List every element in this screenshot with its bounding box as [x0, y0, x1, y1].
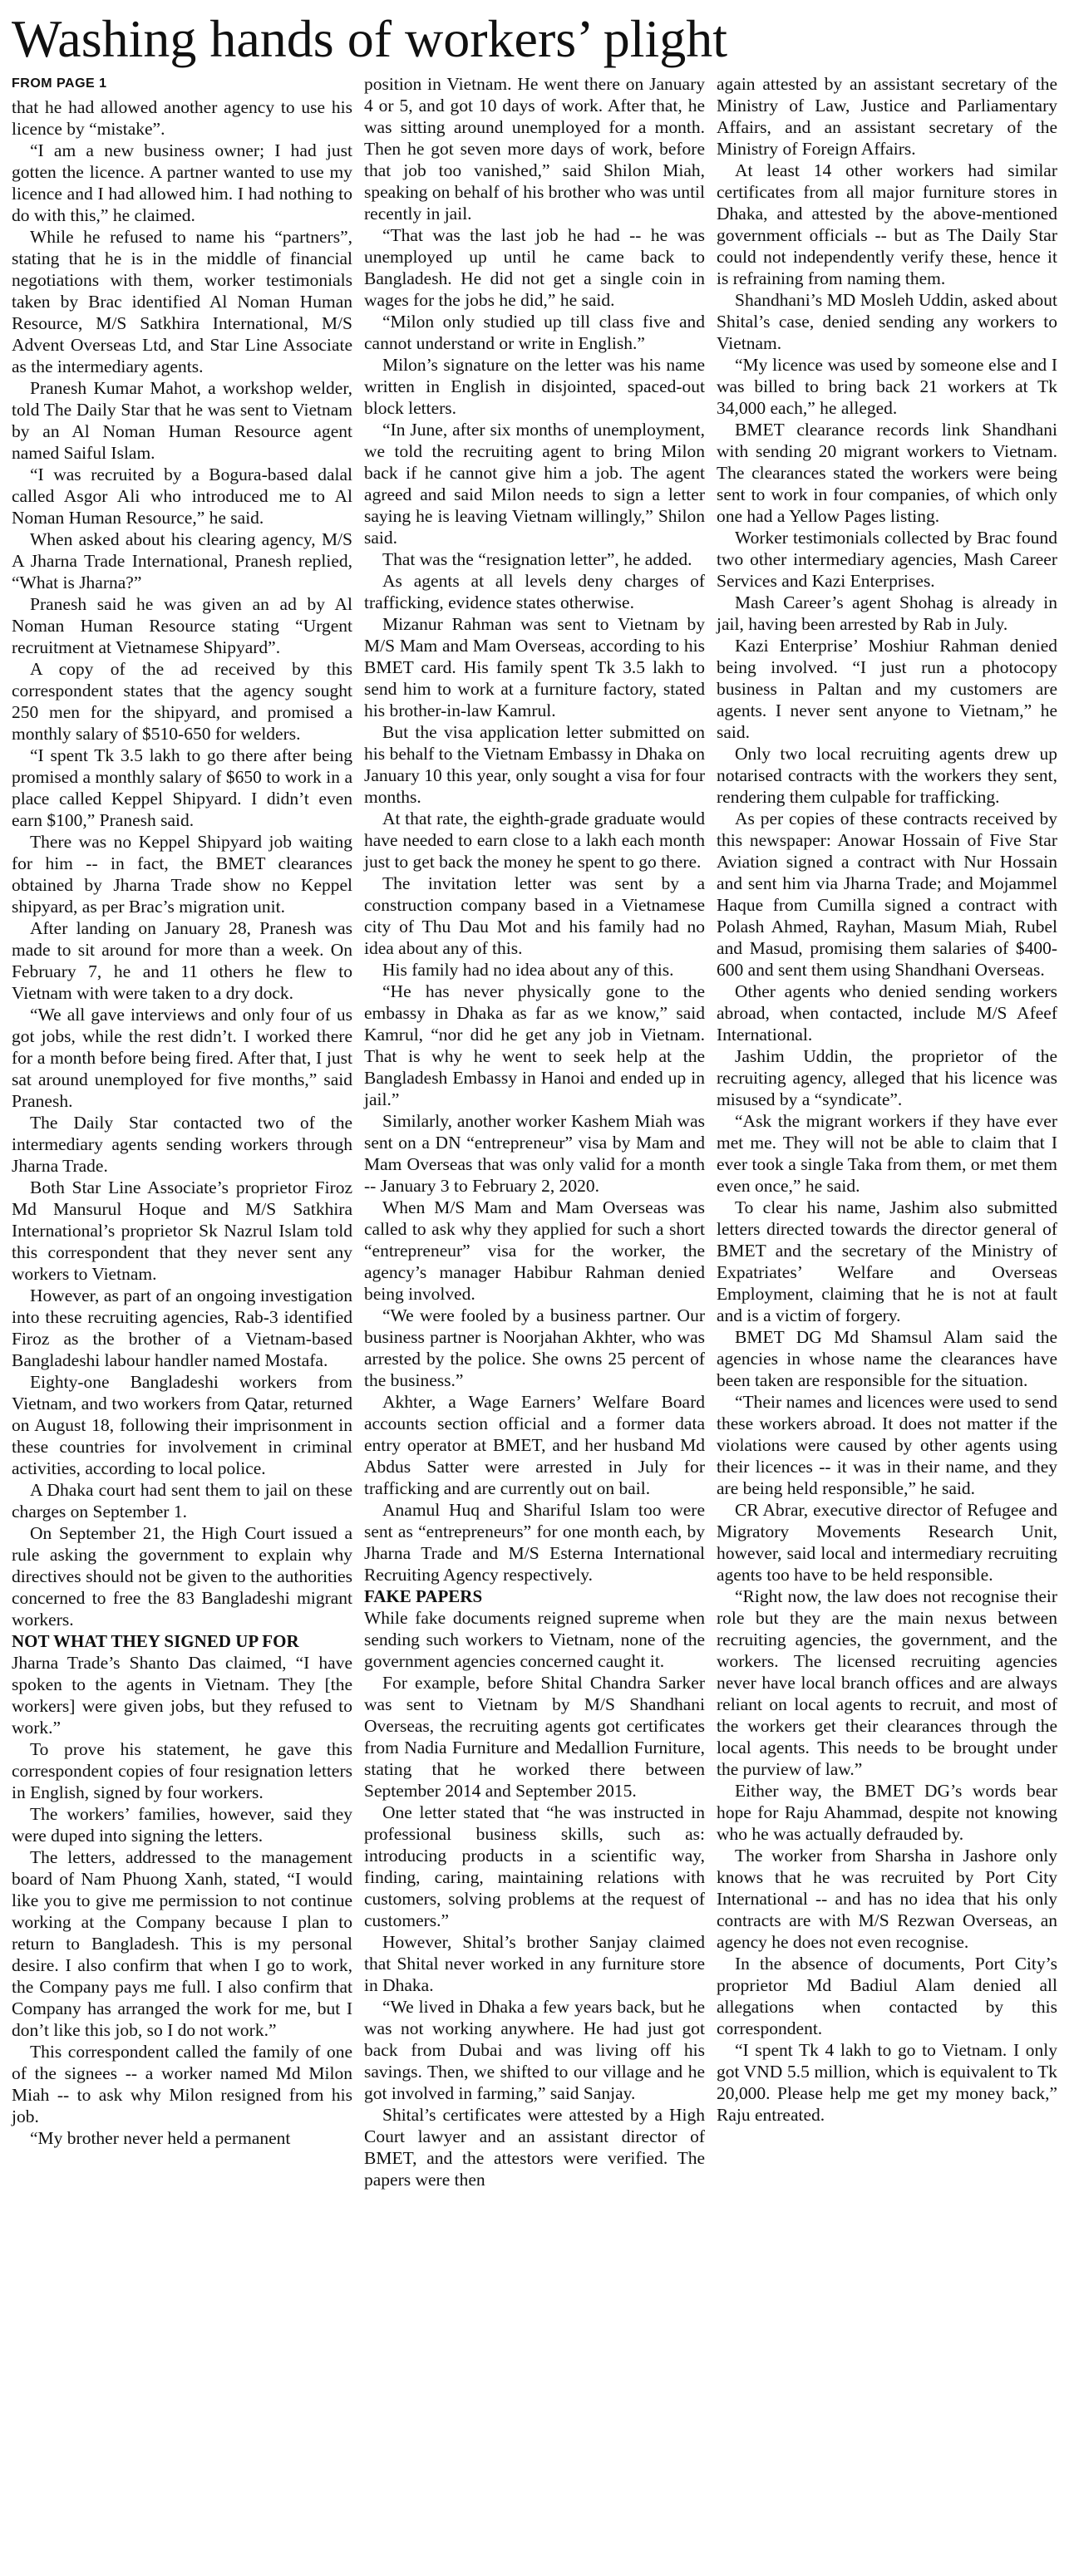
paragraph: However, as part of an ongoing investigation into these recruiting agencies, Rab-3 identified Firoz as the brother of a Vietnam-based Bangladeshi labour handler named Mostafa.: [12, 1286, 352, 1370]
paragraph: Other agents who denied sending workers abroad, when contacted, include M/S Afeef International.: [717, 981, 1057, 1045]
paragraph: Akhter, a Wage Earners’ Welfare Board accounts section official and a former data entry operator at BMET, and her husband Md Abdus Satter were arrested in July for trafficking and are currently out on bail.: [364, 1392, 705, 1498]
paragraph: Eighty-one Bangladeshi workers from Vietnam, and two workers from Qatar, returned on August 18, following their imprisonment in these countries for involvement in criminal activities, according to local police.: [12, 1372, 352, 1478]
paragraph: There was no Keppel Shipyard job waiting for him -- in fact, the BMET clearances obtained by Jharna Trade show no Keppel shipyard, as per Brac’s migration unit.: [12, 832, 352, 917]
paragraph: The invitation letter was sent by a construction company based in a Vietnamese city of Thu Dau Mot and his family had no idea about any of this.: [364, 873, 705, 958]
paragraph: “Their names and licences were used to send these workers abroad. It does not matter if the violations were caused by other agents using their licences -- it was in their name, and they are being held responsible,” he said.: [717, 1392, 1057, 1498]
paragraph: “In June, after six months of unemployment, we told the recruiting agent to bring Milon back if he cannot give him a job. The agent agreed and said Milon needs to sign a letter saying he is leaving Vietnam willingly,” Shilon said.: [364, 420, 705, 548]
paragraph: position in Vietnam. He went there on January 4 or 5, and got 10 days of work. After that, he was sitting around unemployed for a month. Then he got seven more days of work, before that job too vanished,” said Shilon Miah, speaking on behalf of his brother who was until recently in jail.: [364, 74, 705, 224]
paragraph: But the visa application letter submitted on his behalf to the Vietnam Embassy in Dhaka on January 10 this year, only sought a visa for four months.: [364, 722, 705, 807]
paragraph: Anamul Huq and Shariful Islam too were sent as “entrepreneurs” for one month each, by Jharna Trade and M/S Esterna International Recruiting Agency respectively.: [364, 1500, 705, 1585]
paragraph: Both Star Line Associate’s proprietor Firoz Md Mansurul Hoque and M/S Satkhira International’s proprietor Sk Nazrul Islam told this correspondent that they never sent any workers to Vietnam.: [12, 1177, 352, 1284]
paragraph: Shital’s certificates were attested by a High Court lawyer and an assistant director of BMET, and the attestors were verified. The papers were then: [364, 2105, 705, 2190]
section-subhead: NOT WHAT THEY SIGNED UP FOR: [12, 1631, 299, 1651]
paragraph: That was the “resignation letter”, he added.: [382, 549, 692, 569]
paragraph: While he refused to name his “partners”, stating that he is in the middle of financial negotiations with them, worker testimonials taken by Brac identified Al Noman Human Resource, M/S Satkhira International, M/S Advent Overseas Ltd, and Star Line Associate as the intermediary agents.: [12, 227, 352, 376]
paragraph: On September 21, the High Court issued a rule asking the government to explain why directives should not be given to the authorities concerned to free the 83 Bangladeshi migrant workers.: [12, 1523, 352, 1630]
paragraph: “Right now, the law does not recognise their role but they are the main nexus between recruiting agencies, the government, and the workers. The licensed recruiting agencies never have local branch offices and are always reliant on local agents to recruit, and most of the workers get their clearances through the local agents. This needs to be brought under the purview of law.”: [717, 1586, 1057, 1779]
paragraph: again attested by an assistant secretary of the Ministry of Law, Justice and Parliamentary Affairs, and an assistant secretary of the Ministry of Foreign Affairs.: [717, 74, 1057, 159]
paragraph: One letter stated that “he was instructed in professional business skills, such as: introducing products in a scientific way, finding, caring, maintaining relations with customers, solving problems at the request of customers.”: [364, 1802, 705, 1930]
paragraph: Milon’s signature on the letter was his name written in English in disjointed, spaced-out block letters.: [364, 355, 705, 418]
paragraph: The workers’ families, however, said they were duped into signing the letters.: [12, 1804, 352, 1846]
paragraph: The worker from Sharsha in Jashore only knows that he was recruited by Port City International -- and has no idea that his only contracts are with M/S Rezwan Overseas, an agency he does not even recognise.: [717, 1846, 1057, 1952]
column-3: [717, 73, 1057, 2126]
paragraph: Shandhani’s MD Mosleh Uddin, asked about Shital’s case, denied sending any workers to Vietnam.: [717, 290, 1057, 353]
paragraph: To clear his name, Jashim also submitted letters directed towards the director general of BMET and the secretary of the Ministry of Expatriates’ Welfare and Overseas Employment, claiming that he is not at fault and is a victim of forgery.: [717, 1197, 1057, 1325]
paragraph: “Milon only studied up till class five and cannot understand or write in English.”: [364, 312, 705, 353]
paragraph: “We lived in Dhaka a few years back, but he was not working anywhere. He had just got back from Dubai and was living off his savings. Then, we shifted to our village and he got involved in farming,” said Sanjay.: [364, 1997, 705, 2103]
headline: Washing hands of workers’ plight: [12, 9, 728, 68]
paragraph: “That was the last job he had -- he was unemployed up until he came back to Bangladesh. He did not get a single coin in wages for the jobs he did,” he said.: [364, 225, 705, 310]
column-2: [364, 73, 705, 2190]
paragraph: “I spent Tk 4 lakh to go to Vietnam. I only got VND 5.5 million, which is equivalent to Tk 20,000. Please help me get my money back,” Raju entreated.: [717, 2040, 1057, 2125]
paragraph: Only two local recruiting agents drew up notarised contracts with the workers they sent, rendering them culpable for trafficking.: [717, 744, 1057, 807]
paragraph: BMET clearance records link Shandhani with sending 20 migrant workers to Vietnam. The clearances stated the workers were being sent to work in four companies, of which only one had a Yellow Pages listing.: [717, 420, 1057, 526]
paragraph: “My brother never held a permanent: [30, 2128, 291, 2148]
paragraph: Jharna Trade’s Shanto Das claimed, “I have spoken to the agents in Vietnam. They [the workers] were given jobs, but they refused to work.”: [12, 1653, 352, 1738]
paragraph: Pranesh said he was given an ad by Al Noman Human Resource stating “Urgent recruitment at Vietnamese Shipyard”.: [12, 594, 352, 657]
paragraph: Mash Career’s agent Shohag is already in jail, having been arrested by Rab in July.: [717, 592, 1057, 634]
paragraph: After landing on January 28, Pranesh was made to sit around for more than a week. On February 7, he and 11 others he flew to Vietnam with were taken to a dry dock.: [12, 918, 352, 1003]
paragraph: CR Abrar, executive director of Refugee and Migratory Movements Research Unit, however, said local and intermediary recruiting agents too have to be held responsible.: [717, 1500, 1057, 1585]
paragraph: BMET DG Md Shamsul Alam said the agencies in whose name the clearances have been taken are responsible for the situation.: [717, 1327, 1057, 1390]
paragraph: Worker testimonials collected by Brac found two other intermediary agencies, Mash Career Services and Kazi Enterprises.: [717, 528, 1057, 591]
paragraph: Mizanur Rahman was sent to Vietnam by M/S Mam and Mam Overseas, according to his BMET card. His family spent Tk 3.5 lakh to send him to work at a furniture factory, stated his brother-in-law Kamrul.: [364, 614, 705, 720]
paragraph: While fake documents reigned supreme when sending such workers to Vietnam, none of the government agencies concerned caught it.: [364, 1608, 705, 1671]
paragraph: When M/S Mam and Mam Overseas was called to ask why they applied for such a short “entrepreneur” visa for the worker, the agency’s manager Habibur Rahman denied being involved.: [364, 1197, 705, 1304]
paragraph: “Ask the migrant workers if they have ever met me. They will not be able to claim that I ever took a single Taka from them, or met them even once,” he said.: [717, 1111, 1057, 1196]
paragraph: The Daily Star contacted two of the intermediary agents sending workers through Jharna Trade.: [12, 1113, 352, 1176]
paragraph: However, Shital’s brother Sanjay claimed that Shital never worked in any furniture store in Dhaka.: [364, 1932, 705, 1995]
paragraph: The letters, addressed to the management board of Nam Phuong Xanh, stated, “I would like you to give me permission to not continue working at the Company because I plan to return to Bangladesh. This is my personal desire. I also confirm that when I go to work, the Company pays me full. I also confirm that Company has arranged the work for me, but I don’t like this job, so I do not work.”: [12, 1847, 352, 2040]
paragraph: “My licence was used by someone else and I was billed to bring back 21 workers at Tk 34,000 each,” he alleged.: [717, 355, 1057, 418]
paragraph: Kazi Enterprise’ Moshiur Rahman denied being involved. “I just run a photocopy business in Paltan and my customers are agents. I never sent anyone to Vietnam,” he said.: [717, 636, 1057, 742]
paragraph: At least 14 other workers had similar certificates from all major furniture stores in Dhaka, and attested by the above-mentioned government officials -- but as The Daily Star could not independently verify these, hence it is refraining from naming them.: [717, 160, 1057, 288]
paragraph: “We were fooled by a business partner. Our business partner is Noorjahan Akhter, who was arrested by the police. She owns 25 percent of the business.”: [364, 1305, 705, 1390]
paragraph: This correspondent called the family of one of the signees -- a worker named Md Milon Miah -- to ask why Milon resigned from his job.: [12, 2042, 352, 2126]
paragraph: In the absence of documents, Port City’s proprietor Md Badiul Alam denied all allegations when contacted by this correspondent.: [717, 1954, 1057, 2038]
paragraph: “I spent Tk 3.5 lakh to go there after being promised a monthly salary of $650 to work in a place called Keppel Shipyard. I didn’t even earn $100,” Pranesh said.: [12, 745, 352, 830]
paragraph: Either way, the BMET DG’s words bear hope for Raju Ahammad, despite not knowing who he was actually defrauded by.: [717, 1781, 1057, 1844]
paragraph: As agents at all levels deny charges of trafficking, evidence states otherwise.: [364, 571, 705, 612]
paragraph: Pranesh Kumar Mahot, a workshop welder, told The Daily Star that he was sent to Vietnam by an Al Noman Human Resource agent named Saiful Islam.: [12, 378, 352, 463]
paragraph: As per copies of these contracts received by this newspaper: Anowar Hossain of Five Star Aviation signed a contract with Nur Hossain and sent him via Jharna Trade; and Mojammel Haque from Cumilla signed a contract with Polash Ahmed, Rayhan, Masum Miah, Rubel and Masud, promising them salaries of $400-600 and sent them using Shandhani Overseas.: [717, 809, 1057, 980]
column-1: [12, 73, 352, 2149]
paragraph: that he had allowed another agency to use his licence by “mistake”.: [12, 97, 352, 139]
continuation-kicker: FROM PAGE 1: [12, 76, 107, 91]
paragraph: For example, before Shital Chandra Sarker was sent to Vietnam by M/S Shandhani Overseas, the recruiting agents got certificates from Nadia Furniture and Medallion Furniture, stating that he worked there between September 2014 and September 2015.: [364, 1673, 705, 1801]
paragraph: A copy of the ad received by this correspondent states that the agency sought 250 men for the shipyard, and promised a monthly salary of $510-650 for welders.: [12, 659, 352, 744]
article-columns: [12, 73, 1057, 2190]
paragraph: “We all gave interviews and only four of us got jobs, while the rest didn’t. I worked there for a month before being fired. After that, I just sat around unemployed for five months,” said Pranesh.: [12, 1005, 352, 1111]
paragraph: His family had no idea about any of this.: [382, 960, 674, 980]
paragraph: To prove his statement, he gave this correspondent copies of four resignation letters in English, signed by four workers.: [12, 1739, 352, 1802]
paragraph: When asked about his clearing agency, M/S A Jharna Trade International, Pranesh replied, “What is Jharna?”: [12, 529, 352, 592]
paragraph: At that rate, the eighth-grade graduate would have needed to earn close to a lakh each month just to get back the money he spent to go there.: [364, 809, 705, 872]
paragraph: “I am a new business owner; I had just gotten the licence. A partner wanted to use my licence and I had allowed him. I had nothing to do with this,” he claimed.: [12, 140, 352, 225]
paragraph: “He has never physically gone to the embassy in Dhaka as far as we know,” said Kamrul, “nor did he get any job in Vietnam. That is why he went to seek help at the Bangladesh Embassy in Hanoi and ended up in jail.”: [364, 981, 705, 1109]
paragraph: Jashim Uddin, the proprietor of the recruiting agency, alleged that his licence was misused by a “syndicate”.: [717, 1046, 1057, 1109]
paragraph: Similarly, another worker Kashem Miah was sent on a DN “entrepreneur” visa by Mam and Mam Overseas that was only valid for a month -- January 3 to February 2, 2020.: [364, 1111, 705, 1196]
paragraph: A Dhaka court had sent them to jail on these charges on September 1.: [12, 1480, 352, 1522]
section-subhead: FAKE PAPERS: [364, 1586, 483, 1606]
paragraph: “I was recruited by a Bogura-based dalal called Asgor Ali who introduced me to Al Noman Human Resource,” he said.: [12, 465, 352, 528]
